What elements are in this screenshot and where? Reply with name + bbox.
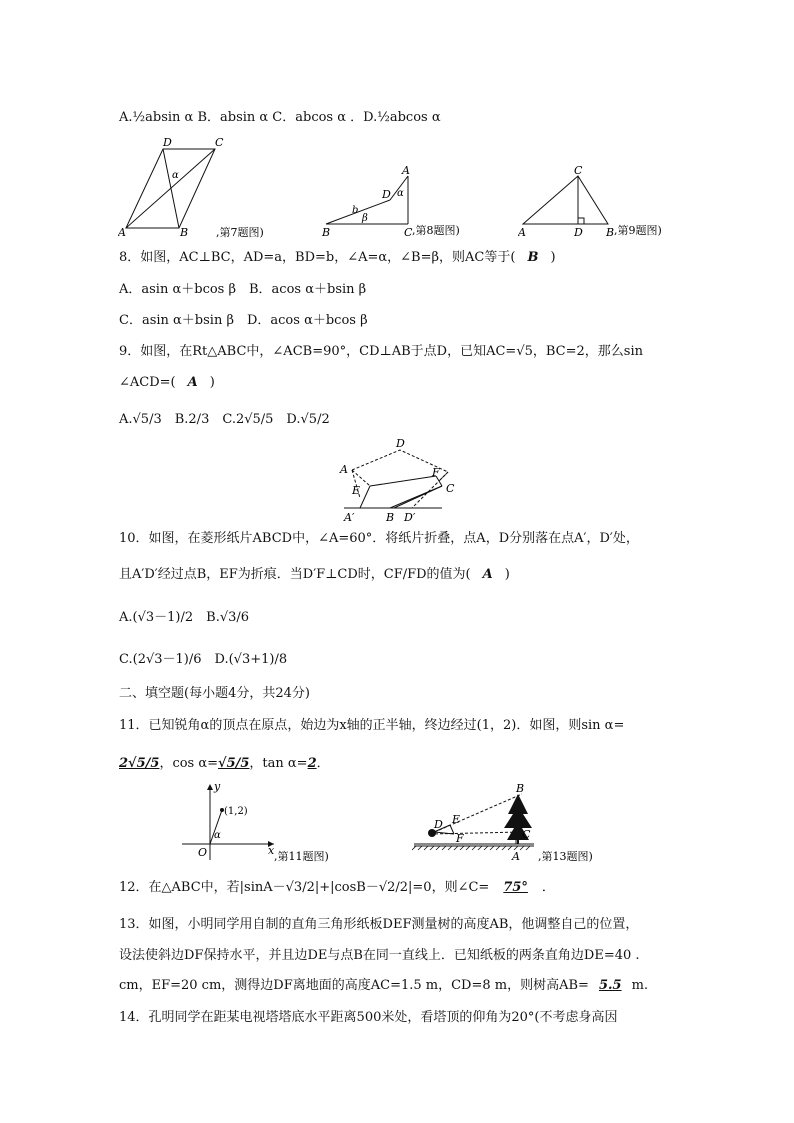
q11-answers-line xyxy=(119,756,330,772)
fig10-label-c: C xyxy=(446,482,455,495)
fig9-label-a: A xyxy=(518,226,526,239)
q12-end: ． xyxy=(541,880,555,895)
fig13-label-f: F xyxy=(456,832,464,845)
fig10-label-b: B xyxy=(386,511,395,524)
fig7-label-b: B xyxy=(180,226,189,239)
fig8-caption: ,第8题图) xyxy=(412,224,460,237)
q10-stem2-line xyxy=(119,567,510,583)
fig8-label-c: C xyxy=(404,226,413,239)
q13-unit: m. xyxy=(631,978,649,993)
q11-stem: 11．已知锐角α的顶点在原点，始边为x轴的正半轴，终边经过(1，2)．如图，则sin α= xyxy=(119,718,625,733)
fig10-label-d: D xyxy=(396,437,405,450)
q11-answer-sin: 2√5/5 xyxy=(119,756,160,771)
fig10-label-a-prime: A′ xyxy=(344,511,355,524)
fig11-caption: ,第11题图) xyxy=(274,850,329,863)
fig10-label-d-prime: D′ xyxy=(404,511,416,524)
q9-stem2: ∠ACD=( xyxy=(119,375,176,390)
q10-stem: 10．如图，在菱形纸片ABCD中，∠A=60°．将纸片折叠，点A，D分别落在点A′，D′处， xyxy=(119,531,639,546)
q10-answer: A xyxy=(482,567,493,582)
fig13-label-e: E xyxy=(452,813,461,826)
fig8-label-alpha: α xyxy=(397,188,404,199)
figure-10 xyxy=(332,436,472,524)
q13-line2: 设法使斜边DF保持水平，并且边DE与点B在同一直线上．已知纸板的两条直角边DE=40 . xyxy=(119,948,640,963)
fig9-label-c: C xyxy=(574,164,583,177)
fig8-label-b: B xyxy=(322,226,331,239)
fig10-label-a: A xyxy=(340,463,348,476)
fig13-label-d: D xyxy=(434,818,443,831)
fig8-label-b-side: b xyxy=(352,205,359,216)
q12-line xyxy=(119,880,555,896)
q7-options: A.½absin α B．absin α C．abcos α ．D.½abcos α xyxy=(119,110,441,125)
q13-line3: cm，EF=20 cm，测得边DF离地面的高度AC=1.5 m，CD=8 m，则树高AB= xyxy=(119,978,589,993)
fig8-label-d: D xyxy=(382,188,391,201)
figure-7 xyxy=(118,136,308,240)
fig11-label-x: x xyxy=(268,844,275,857)
q14-line1: 14．孔明同学在距某电视塔塔底水平距离500米处，看塔顶的仰角为20°(不考虑身高因 xyxy=(119,1010,618,1025)
figure-8 xyxy=(320,164,480,242)
fig7-label-a: A xyxy=(118,226,126,239)
q9-close: ) xyxy=(209,375,215,390)
fig11-label-point: (1,2) xyxy=(224,806,248,817)
fig10-label-e: E xyxy=(352,484,361,497)
fig9-caption: ,第9题图) xyxy=(614,224,662,237)
fig9-label-d: D xyxy=(574,226,583,239)
q11-cos-label: ，cos α= xyxy=(159,756,219,771)
fig7-caption: ,第7题图) xyxy=(216,226,264,239)
q8-options-ab: A．asin α＋bcos β B．acos α＋bsin β xyxy=(119,282,367,297)
q9-stem2-line xyxy=(119,375,215,391)
fig7-label-c: C xyxy=(215,136,224,149)
fig9-label-b: B xyxy=(606,226,615,239)
q8-options-cd: C．asin α＋bsin β D．acos α＋bcos β xyxy=(119,313,368,328)
fig10-label-f: F xyxy=(432,466,440,479)
q12-answer: 75° xyxy=(503,880,528,895)
section-2-title: 二、填空题(每小题4分，共24分) xyxy=(119,686,310,701)
q10-options-ab: A.(√3－1)/2 B.√3/6 xyxy=(119,610,250,625)
q11-tan-label: ，tan α= xyxy=(249,756,308,771)
diagonal-db xyxy=(163,149,179,228)
fig8-label-a: A xyxy=(402,164,410,177)
q13-line3-wrap xyxy=(119,978,648,994)
fig11-label-alpha: α xyxy=(214,830,221,841)
q13-answer: 5.5 xyxy=(598,978,622,993)
fig7-label-alpha: α xyxy=(172,170,179,181)
q8-close: ) xyxy=(550,250,556,265)
q9-answer: A xyxy=(187,375,198,390)
q13-line1: 13．如图，小明同学用自制的直角三角形纸板DEF测量树的高度AB，他调整自己的位置， xyxy=(119,917,639,932)
fig7-label-d: D xyxy=(163,136,172,149)
q10-close: ) xyxy=(504,567,510,582)
q8-answer: B xyxy=(527,250,539,265)
fig8-label-beta: β xyxy=(362,213,368,224)
q10-stem2: 且A′D′经过点B，EF为折痕．当D′F⊥CD时，CF/FD的值为( xyxy=(119,567,471,582)
q10-options-cd: C.(2√3－1)/6 D.(√3+1)/8 xyxy=(119,652,288,667)
q12-stem: 12．在△ABC中，若|sinA－√3/2|+|cosB－√2/2|=0，则∠C= xyxy=(119,880,490,895)
q8-stem-line xyxy=(119,250,556,266)
q11-end: ． xyxy=(316,756,330,771)
figure-9 xyxy=(518,164,688,242)
fig13-label-a: A xyxy=(512,850,520,863)
q11-answer-tan: 2 xyxy=(307,756,317,771)
fig13-label-b: B xyxy=(516,782,525,795)
q8-stem: 8．如图，AC⊥BC，AD=a，BD=b，∠A=α，∠B=β，则AC等于( xyxy=(119,250,516,265)
q11-answer-cos: √5/5 xyxy=(218,756,250,771)
fig13-label-c: C xyxy=(522,828,531,841)
q9-stem: 9．如图，在Rt△ABC中，∠ACB=90°，CD⊥AB于点D，已知AC=√5，BC=2，那么sin xyxy=(119,344,643,359)
figure-11 xyxy=(178,780,358,864)
fig11-label-o: O xyxy=(198,846,208,859)
figure-13 xyxy=(412,780,624,864)
fig11-label-y: y xyxy=(214,780,221,793)
fig13-caption: ,第13题图) xyxy=(538,850,593,863)
q9-options: A.√5/3 B.2/3 C.2√5/5 D.√5/2 xyxy=(119,412,330,427)
